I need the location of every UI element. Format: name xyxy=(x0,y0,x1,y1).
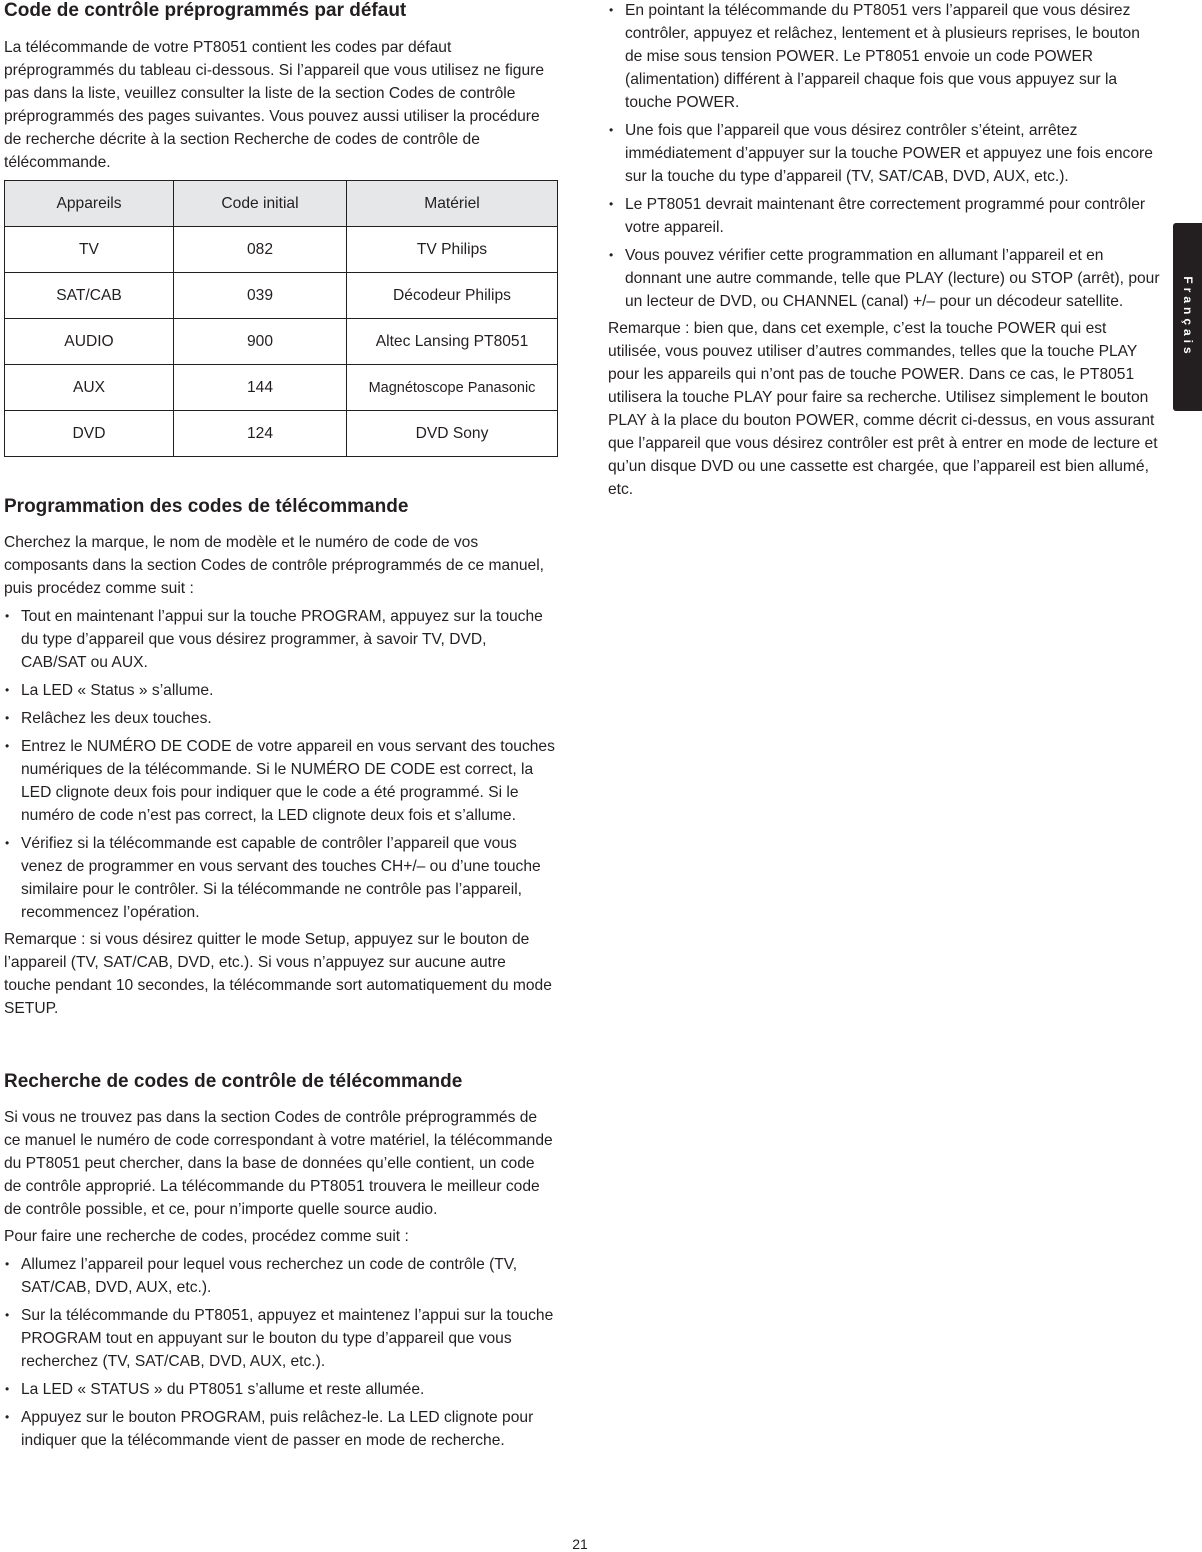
programming-section xyxy=(4,531,555,1020)
list-item: • Entrez le NUMÉRO DE CODE de votre appareil en vous servant des touches numériques de la télécommande. Si le NUMÉRO DE CODE est correct, la LED clignote deux fois pour indiquer que le code a été programmé. Si le numéro de code n’est pas correct, la LED clignote deux fois et s’allume. xyxy=(4,735,555,827)
list-item: • Allumez l’appareil pour lequel vous recherchez un code de contrôle (TV, SAT/CAB, DVD, AUX, etc.). xyxy=(4,1253,555,1299)
table-cell: SAT/CAB xyxy=(5,273,174,319)
page-number: 21 xyxy=(572,1536,588,1552)
search-steps xyxy=(4,1253,555,1452)
programming-note: Remarque : si vous désirez quitter le mode Setup, appuyez sur le bouton de l’appareil (TV, SAT/CAB, DVD, etc.). Si vous n’appuyez sur aucune autre touche pendant 10 secondes, la télécommande sort automatiquement du mode SETUP. xyxy=(4,931,552,1017)
list-item: • Vérifiez si la télécommande est capable de contrôler l’appareil que vous venez de programmer en vous servant des touches CH+/– ou d’une touche similaire pour le contrôler. Si la télécommande ne contrôle pas l’appareil, recommencez l’opération. xyxy=(4,832,555,924)
section-title-search: Recherche de codes de contrôle de télécommande xyxy=(4,1071,463,1092)
list-item: • Appuyez sur le bouton PROGRAM, puis relâchez-le. La LED clignote pour indiquer que la télécommande vient de passer en mode de recherche. xyxy=(4,1406,555,1452)
table-cell: Magnétoscope Panasonic xyxy=(347,365,558,411)
table-cell: AUDIO xyxy=(5,319,174,365)
table-row xyxy=(5,273,558,319)
programming-steps xyxy=(4,605,555,924)
table-cell: AUX xyxy=(5,365,174,411)
language-label: Français xyxy=(1180,276,1195,358)
programming-intro: Cherchez la marque, le nom de modèle et le numéro de code de vos composants dans la section Codes de contrôle préprogrammés de ce manuel, puis procédez comme suit : xyxy=(4,534,545,597)
list-item: • Relâchez les deux touches. xyxy=(4,707,555,730)
table-cell: TV xyxy=(5,227,174,273)
table-cell: 039 xyxy=(174,273,347,319)
table-cell: Décodeur Philips xyxy=(347,273,558,319)
list-item: • En pointant la télécommande du PT8051 vers l’appareil que vous désirez contrôler, appuyez et relâchez, lentement et à plusieurs reprises, le bouton de mise sous tension POWER. Le PT8051 envoie un code POWER (alimentation) différent à l’appareil chaque fois que vous appuyez sur la touche POWER. xyxy=(608,0,1160,114)
search-section xyxy=(4,1106,555,1452)
default-codes-intro: La télécommande de votre PT8051 contient les codes par défaut préprogrammés du tableau ci-dessous. Si l’appareil que vous utilisez ne figure pas dans la liste, veuillez consulter la liste de la section Codes de contrôle préprogrammés des pages suivantes. Vous pouvez aussi utiliser la procédure de recherche décrite à la section Recherche de codes de contrôle de télécommande. xyxy=(4,39,545,171)
list-item: • Le PT8051 devrait maintenant être correctement programmé pour contrôler votre appareil. xyxy=(608,193,1160,239)
search-lead: Pour faire une recherche de codes, procédez comme suit : xyxy=(4,1228,409,1245)
table-row xyxy=(5,411,558,457)
section-title-programming: Programmation des codes de télécommande xyxy=(4,496,409,517)
list-item: • Vous pouvez vérifier cette programmation en allumant l’appareil et en donnant une autre commande, telle que PLAY (lecture) ou STOP (arrêt), pour un lecteur de DVD, ou CHANNEL (canal) +/– pour un décodeur satellite. xyxy=(608,244,1160,313)
language-side-tab xyxy=(1173,223,1202,411)
table-row xyxy=(5,319,558,365)
table-cell: 900 xyxy=(174,319,347,365)
default-codes-table xyxy=(4,180,558,457)
table-cell: DVD Sony xyxy=(347,411,558,457)
table-header-row xyxy=(5,181,558,227)
table-cell: Altec Lansing PT8051 xyxy=(347,319,558,365)
list-item: • La LED « STATUS » du PT8051 s’allume et reste allumée. xyxy=(4,1378,555,1401)
table-cell: DVD xyxy=(5,411,174,457)
list-item: • Sur la télécommande du PT8051, appuyez et maintenez l’appui sur la touche PROGRAM tout en appuyant sur le bouton du type d’appareil que vous recherchez (TV, SAT/CAB, DVD, AUX, etc.). xyxy=(4,1304,555,1373)
list-item: • Tout en maintenant l’appui sur la touche PROGRAM, appuyez sur la touche du type d’appareil que vous désirez programmer, à savoir TV, DVD, CAB/SAT ou AUX. xyxy=(4,605,555,674)
search-note: Remarque : bien que, dans cet exemple, c’est la touche POWER qui est utilisée, vous pouvez utiliser d’autres commandes, telles que la touche PLAY pour les appareils qui n’ont pas de touche POWER. Dans ce cas, le PT8051 utilisera la touche PLAY pour faire sa recherche. Utilisez simplement le bouton PLAY à la place du bouton POWER, comme décrit ci-dessus, en vous assurant que l’appareil que vous désirez contrôler est prêt à entrer en mode de lecture et qu’un disque DVD ou une cassette est chargée, que l’appareil est bien allumé, etc. xyxy=(608,320,1158,498)
table-header-cell: Matériel xyxy=(347,181,558,227)
section-title-default-codes: Code de contrôle préprogrammés par défaut xyxy=(4,0,407,21)
table-cell: TV Philips xyxy=(347,227,558,273)
search-intro: Si vous ne trouvez pas dans la section Codes de contrôle préprogrammés de ce manuel le numéro de code correspondant à votre matériel, la télécommande du PT8051 peut chercher, dans la base de données qu’elle contient, un code de contrôle approprié. La télécommande du PT8051 trouvera le meilleur code de contrôle possible, et ce, pour n’importe quelle source audio. xyxy=(4,1109,553,1218)
table-cell: 144 xyxy=(174,365,347,411)
list-item: • La LED « Status » s’allume. xyxy=(4,679,555,702)
search-steps-continued xyxy=(608,0,1160,313)
right-column xyxy=(608,0,1160,501)
table-cell: 124 xyxy=(174,411,347,457)
list-item: • Une fois que l’appareil que vous désirez contrôler s’éteint, arrêtez immédiatement d’appuyer sur la touche POWER et appuyez une fois encore sur la touche du type d’appareil (TV, SAT/CAB, DVD, AUX, etc.). xyxy=(608,119,1160,188)
table-header-cell: Appareils xyxy=(5,181,174,227)
table-header-cell: Code initial xyxy=(174,181,347,227)
table-row xyxy=(5,227,558,273)
table-row xyxy=(5,365,558,411)
table-cell: 082 xyxy=(174,227,347,273)
